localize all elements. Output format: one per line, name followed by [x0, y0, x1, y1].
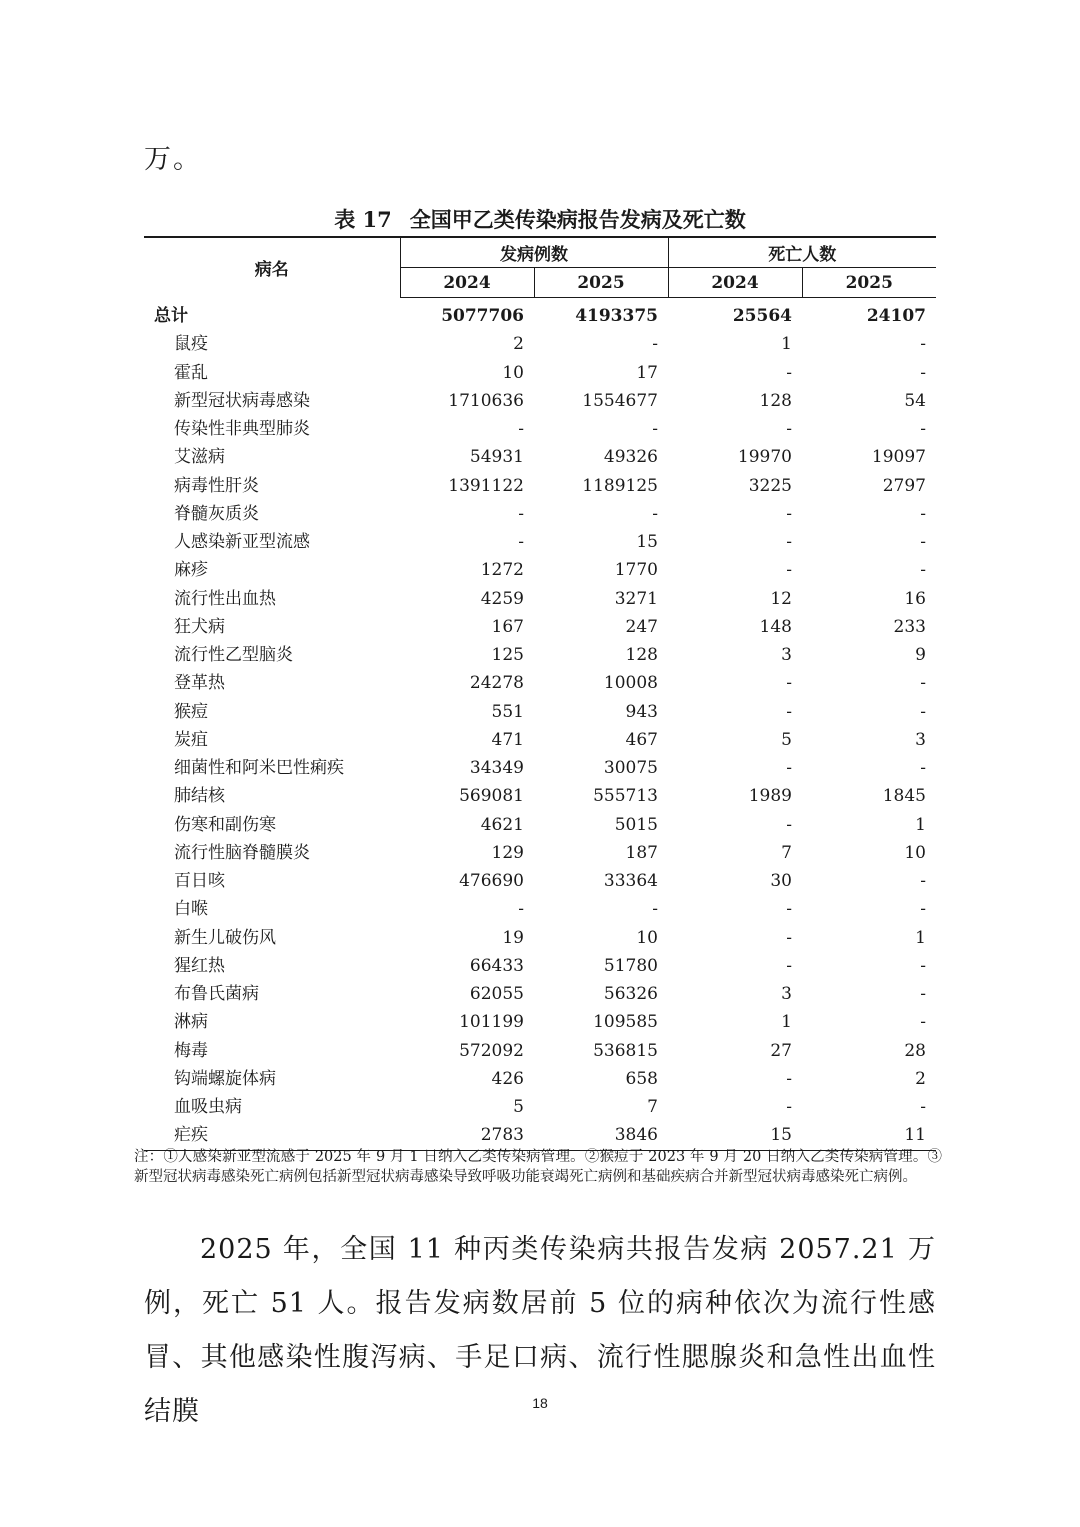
- deaths-2024-cell: 1: [781, 334, 792, 355]
- disease-name-cell: 狂犬病: [174, 616, 225, 637]
- cases-2025-cell: -: [652, 419, 658, 440]
- table-row-total: [144, 298, 936, 331]
- cases-2025-cell: 1189125: [582, 475, 658, 496]
- deaths-2025-cell: -: [920, 758, 926, 779]
- cases-2025-cell: 3271: [614, 588, 658, 609]
- table-row: [144, 980, 936, 1008]
- cases-2024-cell: 4621: [480, 814, 524, 835]
- cases-2025-cell: 943: [625, 701, 658, 722]
- deaths-2024-cell: 1: [781, 1012, 792, 1033]
- table-row: [144, 1121, 936, 1150]
- deaths-2024-cell: 3225: [748, 475, 792, 496]
- cases-2025-cell: 33364: [603, 871, 658, 892]
- disease-name-cell: 猴痘: [174, 701, 208, 722]
- deaths-2024-cell: -: [786, 503, 792, 524]
- header-deaths-2025: 2025: [802, 268, 936, 298]
- table-row: [144, 556, 936, 584]
- notes-text: 注：①人感染新亚型流感于 2025 年 9 月 1 日纳入乙类传染病管理。②猴痘于 2023 年 9 月 20 日纳入乙类传染病管理。③新型冠状病毒感染死亡病例包括新型冠状病毒感染导致呼吸功能衰竭死亡病例和基础疾病合并新型冠状病毒感染死亡病例。: [134, 1149, 942, 1185]
- deaths-2024-cell: -: [786, 532, 792, 553]
- deaths-2025-cell: -: [920, 560, 926, 581]
- table-row: [144, 415, 936, 443]
- cases-2024-cell: 129: [491, 842, 524, 863]
- disease-name-cell: 流行性出血热: [174, 588, 276, 609]
- cases-2025-cell: 17: [636, 362, 658, 383]
- cases-2025-cell: 109585: [593, 1012, 658, 1033]
- deaths-2025-cell: 3: [915, 729, 926, 750]
- table-body: [144, 298, 936, 1151]
- table-title-text: 全国甲乙类传染病报告发病及死亡数: [409, 207, 746, 232]
- disease-name-cell: 新生儿破伤风: [174, 927, 276, 948]
- deaths-2025-cell: 10: [904, 842, 926, 863]
- deaths-2025-cell: -: [920, 334, 926, 355]
- deaths-2025-cell: 1845: [882, 786, 926, 807]
- deaths-2024-cell: -: [786, 1097, 792, 1118]
- cases-2024-cell: 569081: [459, 786, 524, 807]
- cases-2025-cell: 467: [625, 729, 658, 750]
- cases-2024-cell: 19: [502, 927, 524, 948]
- disease-name-cell: 流行性脑脊髓膜炎: [174, 842, 310, 863]
- cases-2024-cell: 4259: [480, 588, 524, 609]
- disease-name-cell: 肺结核: [174, 786, 225, 807]
- cases-2024-cell: 572092: [459, 1040, 524, 1061]
- deaths-2025-cell: 9: [915, 645, 926, 666]
- deaths-2024-cell: -: [786, 955, 792, 976]
- deaths-2025-cell: 11: [802, 1121, 936, 1150]
- disease-name-cell: 淋病: [174, 1012, 208, 1033]
- disease-name-cell: 百日咳: [174, 871, 225, 892]
- deaths-2025-cell: 54: [904, 390, 926, 411]
- disease-name-cell: 病毒性肝炎: [174, 475, 259, 496]
- cases-2025-cell: 15: [636, 532, 658, 553]
- table-row: [144, 359, 936, 387]
- deaths-2024-cell: 3: [781, 984, 792, 1005]
- deaths-2024-cell: 3: [781, 645, 792, 666]
- header-disease-name: 病名: [144, 237, 400, 298]
- cases-2025-cell: 49326: [603, 447, 658, 468]
- header-deaths-2024: 2024: [668, 268, 802, 298]
- table-row: [144, 1093, 936, 1121]
- deaths-2024-cell: -: [786, 927, 792, 948]
- table-row: [144, 641, 936, 669]
- deaths-2025-cell: -: [920, 673, 926, 694]
- table-row: [144, 698, 936, 726]
- disease-name-cell: 总计: [154, 305, 188, 326]
- cases-2025-cell: 10: [636, 927, 658, 948]
- deaths-2024-cell: -: [786, 560, 792, 581]
- deaths-2024-cell: -: [786, 701, 792, 722]
- deaths-2025-cell: -: [920, 701, 926, 722]
- header-cases-2024: 2024: [400, 268, 534, 298]
- deaths-2024-cell: -: [786, 673, 792, 694]
- cases-2025-cell: 1770: [614, 560, 658, 581]
- cases-2025-cell: -: [652, 503, 658, 524]
- carry-over-text: 万。: [144, 144, 202, 175]
- table-row: [144, 1008, 936, 1036]
- table-row: [144, 867, 936, 895]
- deaths-2024-cell: 25564: [732, 306, 792, 327]
- table-row: [144, 528, 936, 556]
- deaths-2025-cell: 16: [904, 588, 926, 609]
- cases-2024-cell: 101199: [459, 1012, 524, 1033]
- cases-2025-cell: 51780: [603, 955, 658, 976]
- deaths-2024-cell: -: [786, 758, 792, 779]
- disease-name-cell: 猩红热: [174, 955, 225, 976]
- deaths-2025-cell: -: [920, 503, 926, 524]
- deaths-2025-cell: -: [920, 362, 926, 383]
- deaths-2024-cell: 30: [770, 871, 792, 892]
- cases-2025-cell: 30075: [603, 758, 658, 779]
- deaths-2024-cell: -: [786, 362, 792, 383]
- disease-name-cell: 钩端螺旋体病: [174, 1068, 276, 1089]
- deaths-2024-cell: -: [786, 1068, 792, 1089]
- table-row: [144, 952, 936, 980]
- table-row: [144, 895, 936, 923]
- cases-2024-cell: 1710636: [448, 390, 524, 411]
- disease-name-cell: 人感染新亚型流感: [174, 532, 310, 553]
- table-row: [144, 500, 936, 528]
- cases-2025-cell: 4193375: [575, 306, 658, 327]
- cases-2025-cell: 56326: [603, 984, 658, 1005]
- cases-2025-cell: 187: [625, 842, 658, 863]
- cases-2024-cell: 54931: [469, 447, 524, 468]
- cases-2025-cell: 247: [625, 616, 658, 637]
- deaths-2025-cell: 233: [893, 616, 926, 637]
- deaths-2024-cell: 1989: [748, 786, 792, 807]
- table-row: [144, 811, 936, 839]
- deaths-2025-cell: -: [920, 532, 926, 553]
- deaths-2024-cell: 19970: [737, 447, 792, 468]
- cases-2024-cell: -: [518, 532, 524, 553]
- deaths-2025-cell: -: [920, 955, 926, 976]
- disease-name-cell: 血吸虫病: [174, 1097, 242, 1118]
- disease-table: [144, 236, 936, 1151]
- cases-2024-cell: 1391122: [448, 475, 524, 496]
- cases-2024-cell: 2: [513, 334, 524, 355]
- deaths-2025-cell: -: [920, 871, 926, 892]
- cases-2025-cell: -: [652, 334, 658, 355]
- table-row: [144, 754, 936, 782]
- deaths-2024-cell: -: [786, 814, 792, 835]
- cases-2025-cell: 658: [625, 1068, 658, 1089]
- deaths-2025-cell: 28: [904, 1040, 926, 1061]
- table-row: [144, 924, 936, 952]
- cases-2024-cell: 2783: [400, 1121, 534, 1150]
- deaths-2025-cell: 19097: [871, 447, 926, 468]
- header-deaths: 死亡人数: [668, 237, 936, 268]
- disease-name-cell: 霍乱: [174, 362, 208, 383]
- table-row: [144, 330, 936, 358]
- deaths-2024-cell: 128: [759, 390, 792, 411]
- deaths-2025-cell: 2797: [882, 475, 926, 496]
- table-row: [144, 387, 936, 415]
- cases-2024-cell: 471: [491, 729, 524, 750]
- cases-2024-cell: 66433: [469, 955, 524, 976]
- table-row: [144, 585, 936, 613]
- disease-name-cell: 艾滋病: [174, 447, 225, 468]
- disease-name-cell: 脊髓灰质炎: [174, 503, 259, 524]
- disease-name-cell: 疟疾: [144, 1121, 400, 1150]
- cases-2024-cell: 125: [491, 645, 524, 666]
- table-row: [144, 1065, 936, 1093]
- deaths-2025-cell: 1: [915, 814, 926, 835]
- deaths-2024-cell: 15: [668, 1121, 802, 1150]
- cases-2024-cell: 10: [502, 362, 524, 383]
- cases-2024-cell: -: [518, 419, 524, 440]
- header-cases: 发病例数: [400, 237, 668, 268]
- cases-2025-cell: 10008: [603, 673, 658, 694]
- disease-name-cell: 细菌性和阿米巴性痢疾: [174, 758, 344, 779]
- table-row: [144, 669, 936, 697]
- table-title: [144, 203, 936, 237]
- cases-2025-cell: 1554677: [582, 390, 658, 411]
- deaths-2025-cell: 1: [915, 927, 926, 948]
- disease-name-cell: 白喉: [174, 899, 208, 920]
- cases-2024-cell: 24278: [469, 673, 524, 694]
- disease-name-cell: 梅毒: [174, 1040, 208, 1061]
- disease-name-cell: 鼠疫: [174, 334, 208, 355]
- disease-name-cell: 登革热: [174, 673, 225, 694]
- disease-name-cell: 炭疽: [174, 729, 208, 750]
- deaths-2025-cell: -: [920, 984, 926, 1005]
- table-row: [144, 443, 936, 471]
- deaths-2024-cell: 27: [770, 1040, 792, 1061]
- table-number: 表 17: [334, 207, 392, 232]
- deaths-2024-cell: -: [786, 899, 792, 920]
- deaths-2024-cell: 5: [781, 729, 792, 750]
- table-row: [144, 1037, 936, 1065]
- cases-2024-cell: -: [518, 899, 524, 920]
- table-row: [144, 613, 936, 641]
- cases-2025-cell: 536815: [593, 1040, 658, 1061]
- disease-name-cell: 流行性乙型脑炎: [174, 645, 293, 666]
- deaths-2025-cell: -: [920, 419, 926, 440]
- deaths-2025-cell: -: [920, 1012, 926, 1033]
- table-row: [144, 839, 936, 867]
- table-row: [144, 782, 936, 810]
- disease-name-cell: 布鲁氏菌病: [174, 984, 259, 1005]
- cases-2024-cell: 426: [491, 1068, 524, 1089]
- cases-2025-cell: 555713: [593, 786, 658, 807]
- cases-2024-cell: 62055: [469, 984, 524, 1005]
- deaths-2025-cell: -: [920, 899, 926, 920]
- deaths-2024-cell: 148: [759, 616, 792, 637]
- cases-2025-cell: 7: [647, 1097, 658, 1118]
- body-paragraph-text: 2025 年，全国 11 种丙类传染病共报告发病 2057.21 万例，死亡 51 人。报告发病数居前 5 位的病种依次为流行性感冒、其他感染性腹泻病、手足口病、流行性腮腺炎和急性出血性结膜: [144, 1234, 936, 1427]
- disease-name-cell: 传染性非典型肺炎: [174, 419, 310, 440]
- disease-name-cell: 伤寒和副伤寒: [174, 814, 276, 835]
- cases-2025-cell: 5015: [614, 814, 658, 835]
- header-cases-2025: 2025: [534, 268, 668, 298]
- cases-2024-cell: 1272: [480, 560, 524, 581]
- cases-2024-cell: 476690: [459, 871, 524, 892]
- cases-2025-cell: 3846: [534, 1121, 668, 1150]
- deaths-2024-cell: 12: [770, 588, 792, 609]
- cases-2024-cell: 5: [513, 1097, 524, 1118]
- cases-2024-cell: 551: [491, 701, 524, 722]
- deaths-2025-cell: -: [920, 1097, 926, 1118]
- disease-name-cell: 麻疹: [174, 560, 208, 581]
- cases-2024-cell: -: [518, 503, 524, 524]
- cases-2024-cell: 167: [491, 616, 524, 637]
- page-number: 18: [532, 1395, 548, 1411]
- table-row: [144, 472, 936, 500]
- deaths-2024-cell: 7: [781, 842, 792, 863]
- table-notes: [134, 1147, 942, 1187]
- deaths-2025-cell: 2: [915, 1068, 926, 1089]
- deaths-2025-cell: 24107: [866, 306, 926, 327]
- cases-2024-cell: 34349: [469, 758, 524, 779]
- table-row: [144, 726, 936, 754]
- cases-2024-cell: 5077706: [441, 306, 524, 327]
- cases-2025-cell: -: [652, 899, 658, 920]
- deaths-2024-cell: -: [786, 419, 792, 440]
- cases-2025-cell: 128: [625, 645, 658, 666]
- disease-name-cell: 新型冠状病毒感染: [174, 390, 310, 411]
